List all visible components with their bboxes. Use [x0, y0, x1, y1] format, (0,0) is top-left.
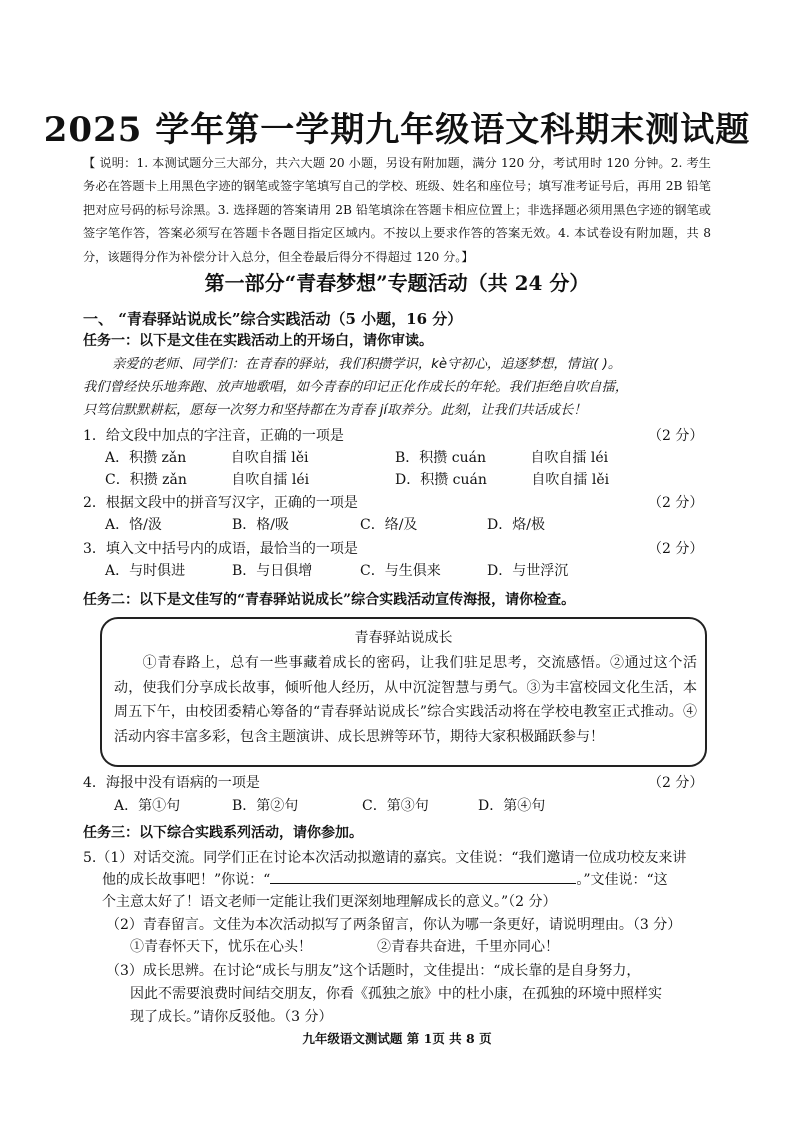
question-5-part-2-option-2: ②青春共奋进，千里亦同心！	[377, 939, 559, 955]
question-1-points: （2 分）	[648, 428, 704, 444]
question-1-option-d: D．积攒 cuán 自吹自擂 lěi	[395, 472, 610, 488]
question-5-part-3-line-2: 因此不需要浪费时间结交朋友，你看《孤独之旅》中的杜小康，在孤独的环境中照样实	[130, 986, 662, 1002]
question-2-option-d: D．烙/极	[487, 517, 545, 533]
exam-instructions: 【 说明：1. 本测试题分三大部分，共六大题 20 小题，另设有附加题，满分 120 分，考试用时 120 分钟。2. 考生务必在答题卡上用黑色字迹的钢笔或签字笔填写自己的学校、班级、姓名和座位号；填写准考证号后，再用 2B 铅笔把对应号码的标号涂黑。3. 选择题的答案请用 2B 铅笔填涂在答题卡相应位置上；非选择题必须用黑色字迹的钢笔或签字笔作答，答案必须写在答题卡各题目指定区域内。不按以上要求作答的答案无效。4. 本试卷设有附加题，共 8 分，该题得分作为补偿分计入总分，但全卷最后得分不得超过 120 分。】	[83, 156, 711, 264]
question-4-points: （2 分）	[648, 775, 704, 791]
answer-blank[interactable]	[270, 869, 576, 884]
poster-body-text: ①青春路上，总有一些事藏着成长的密码，让我们驻足思考，交流感悟。②通过这个活动，使我们分享成长故事，倾听他人经历，从中沉淀智慧与勇气。③为丰富校园文化生活，本周五下午，由校团委精心筹备的“青春驿站说成长”综合实践活动将在学校电教室正式推动。④活动内容丰富多彩，包含主题演讲、成长思辨等环节，期待大家积极踊跃参与！	[114, 655, 697, 745]
question-1-option-a: A．积攒 zǎn 自吹自擂 lěi	[105, 450, 309, 466]
question-1-stem: 1．给文段中加点的字注音，正确的一项是	[83, 428, 344, 444]
question-3-stem: 3．填入文中括号内的成语，最恰当的一项是	[83, 541, 358, 557]
question-3-option-d: D．与世浮沉	[487, 563, 569, 579]
page-footer: 九年级语文测试题 第 1页 共 8 页	[302, 1031, 492, 1046]
question-5-part-1-prompt: 他的成长故事吧！”你说：“	[102, 872, 271, 888]
question-5-part-1-line-3: 个主意太好了！语文老师一定能让我们更深刻地理解成长的意义。”（2 分）	[102, 894, 557, 910]
task-two-title: 任务二：以下是文佳写的“青春驿站说成长”综合实践活动宣传海报，请你检查。	[83, 592, 576, 608]
question-5-part-2-line-1: （2）青春留言。文佳为本次活动拟写了两条留言，你认为哪一条更好，请说明理由。（3 分）	[106, 917, 682, 933]
question-5-part-1-line-2	[102, 869, 668, 891]
question-3-option-a: A．与时俱进	[105, 563, 186, 579]
question-4-option-a: A．第①句	[114, 798, 181, 814]
question-2-points: （2 分）	[648, 495, 704, 511]
question-4-option-b: B．第②句	[232, 798, 299, 814]
question-5-part-2-option-1: ①青春怀天下，忧乐在心头！	[130, 939, 312, 955]
question-1-option-b: B．积攒 cuán 自吹自擂 léi	[395, 450, 609, 466]
question-1-option-c: C．积攒 zǎn 自吹自擂 léi	[105, 472, 310, 488]
question-3-option-b: B．与日俱增	[232, 563, 313, 579]
poster-title: 青春驿站说成长	[354, 630, 453, 646]
question-4-option-d: D．第④句	[478, 798, 546, 814]
question-2-option-b: B．格/吸	[232, 517, 290, 533]
exam-title: 2025 学年第一学期九年级语文科期末测试题	[43, 110, 751, 150]
question-3-points: （2 分）	[648, 541, 704, 557]
question-2-stem: 2．根据文段中的拼音写汉字，正确的一项是	[83, 495, 358, 511]
question-2-option-a: A．恪/汲	[105, 517, 162, 533]
question-5-part-3-line-1: （3）成长思辨。在讨论“成长与朋友”这个话题时，文佳提出：“成长靠的是自身努力，	[106, 963, 641, 979]
task-one-title: 任务一：以下是文佳在实践活动上的开场白，请你审读。	[83, 333, 433, 349]
task-three-title: 任务三：以下综合实践系列活动，请你参加。	[83, 825, 363, 841]
promo-poster	[100, 617, 707, 767]
question-4-option-c: C．第③句	[362, 798, 429, 814]
part-one-title: 第一部分“青春梦想”专题活动（共 24 分）	[204, 271, 590, 295]
question-3-option-c: C．与生俱来	[360, 563, 441, 579]
poster-body	[114, 651, 697, 749]
question-5-part-1-line-1: 5.（1）对话交流。同学们正在讨论本次活动拟邀请的嘉宾。文佳说：“我们邀请一位成功校友来讲	[83, 850, 687, 866]
question-5-part-3-line-3: 现了成长。”请你反驳他。（3 分）	[130, 1009, 333, 1025]
task-one-passage-line-2: 我们曾经快乐地奔跑、放声地歌唱，如今青春的印记正化作成长的年轮。我们拒绝自吹自擂，	[83, 380, 629, 395]
task-one-passage-line-3: 只笃信默默耕耘，愿每一次努力和坚持都在为青春 jí取养分。此刻，让我们共话成长！	[83, 403, 587, 418]
task-one-passage-line-1: 亲爱的老师、同学们：在青春的驿站，我们积攒学识，kè守初心，追逐梦想，情谊( )。	[112, 357, 622, 372]
section-one-title: 一、 “青春驿站说成长”综合实践活动（5 小题，16 分）	[83, 310, 463, 328]
question-5-part-1-suffix: 。”文佳说：“这	[576, 872, 668, 888]
question-4-stem: 4．海报中没有语病的一项是	[83, 775, 260, 791]
question-2-option-c: C．络/及	[360, 517, 418, 533]
